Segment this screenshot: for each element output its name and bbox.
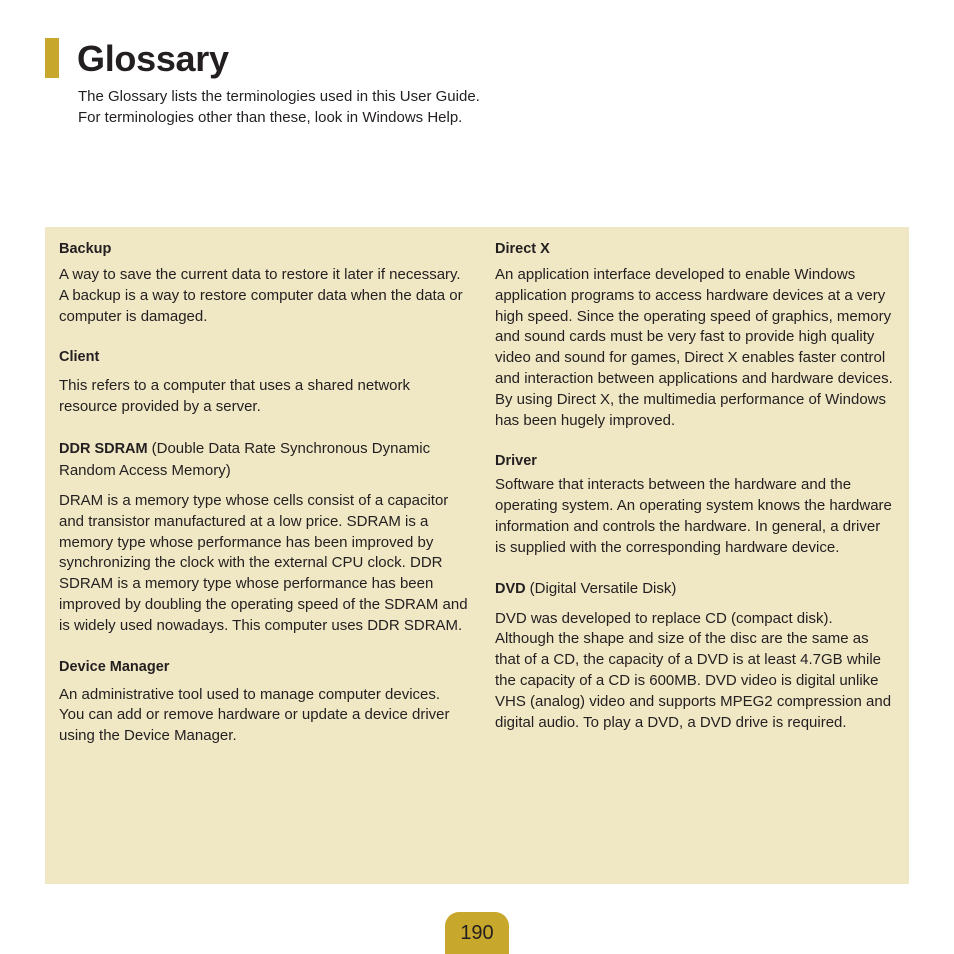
glossary-entry-ddr-sdram xyxy=(59,438,469,637)
intro-line-1: The Glossary lists the terminologies used in this User Guide. xyxy=(78,88,480,105)
glossary-definition: DRAM is a memory type whose cells consist of a capacitor and transistor manufactured at a low price. SDRAM is a memory type whose performance has been improved by synchronizing the clock with the external CPU clock. DDR SDRAM is a memory type whose performance has been improved by doubling the operating speed of the SDRAM and is widely used nowadays. This computer uses DDR SDRAM. xyxy=(59,491,468,634)
glossary-definition: Software that interacts between the hardware and the operating system. An operating system knows the hardware information and controls the hardware. In general, a driver is supplied with the corresponding hardware device. xyxy=(495,476,892,556)
glossary-definition: An application interface developed to enable Windows application programs to access hardware devices at a very high speed. Since the operating speed of graphics, memory and sound cards must be very fast to provide high quality video and sound for games, Direct X enables faster control and interaction between applications and hardware devices. By using Direct X, the multimedia performance of Windows has been hugely improved. xyxy=(495,266,893,429)
glossary-term xyxy=(495,579,895,599)
glossary-entry-device-manager xyxy=(59,657,469,747)
glossary-entry-backup xyxy=(59,239,469,327)
term-expansion: (Double Data Rate Synchronous Dynamic Random Access Memory) xyxy=(59,439,431,479)
term-name: DDR SDRAM xyxy=(59,440,148,457)
glossary-term xyxy=(59,239,469,259)
glossary-column-left xyxy=(59,239,469,767)
glossary-term xyxy=(495,239,895,259)
term-name: Client xyxy=(59,349,100,366)
glossary-column-right xyxy=(495,239,895,753)
glossary-entry-client xyxy=(59,347,469,418)
page-title: Glossary xyxy=(77,38,229,79)
term-name: DVD xyxy=(495,580,526,597)
term-name: Driver xyxy=(495,453,537,470)
intro-line-2: For terminologies other than these, look in Windows Help. xyxy=(78,109,463,126)
glossary-definition: This refers to a computer that uses a shared network resource provided by a server. xyxy=(59,377,410,416)
intro-text xyxy=(78,86,480,128)
term-name: Backup xyxy=(59,241,112,257)
glossary-definition: DVD was developed to replace CD (compact disk). Although the shape and size of the disc are the same as that of a CD, the capacity of a DVD is at least 4.7GB while the capacity of a CD is 600MB. DVD video is digital unlike VHS (analog) video and supports MPEG2 compression and digital audio. To play a DVD, a DVD drive is required. xyxy=(495,609,892,731)
term-name: Device Manager xyxy=(59,658,170,675)
page-number-badge: 190 xyxy=(445,912,509,954)
glossary-entry-direct-x xyxy=(495,239,895,431)
glossary-term xyxy=(59,347,469,367)
glossary-definition: A way to save the current data to restore it later if necessary. A backup is a way to restore computer data when the data or computer is damaged. xyxy=(59,266,463,325)
term-name: Direct X xyxy=(495,241,550,257)
glossary-entry-driver xyxy=(495,451,895,558)
glossary-term xyxy=(59,438,469,482)
glossary-term xyxy=(495,451,895,471)
glossary-term xyxy=(59,657,469,677)
glossary-entry-dvd xyxy=(495,579,895,734)
term-expansion: (Digital Versatile Disk) xyxy=(529,579,677,597)
glossary-definition: An administrative tool used to manage computer devices. You can add or remove hardware or update a device driver using the Device Manager. xyxy=(59,685,450,745)
title-accent-bar xyxy=(45,38,59,78)
glossary-panel xyxy=(45,227,909,884)
